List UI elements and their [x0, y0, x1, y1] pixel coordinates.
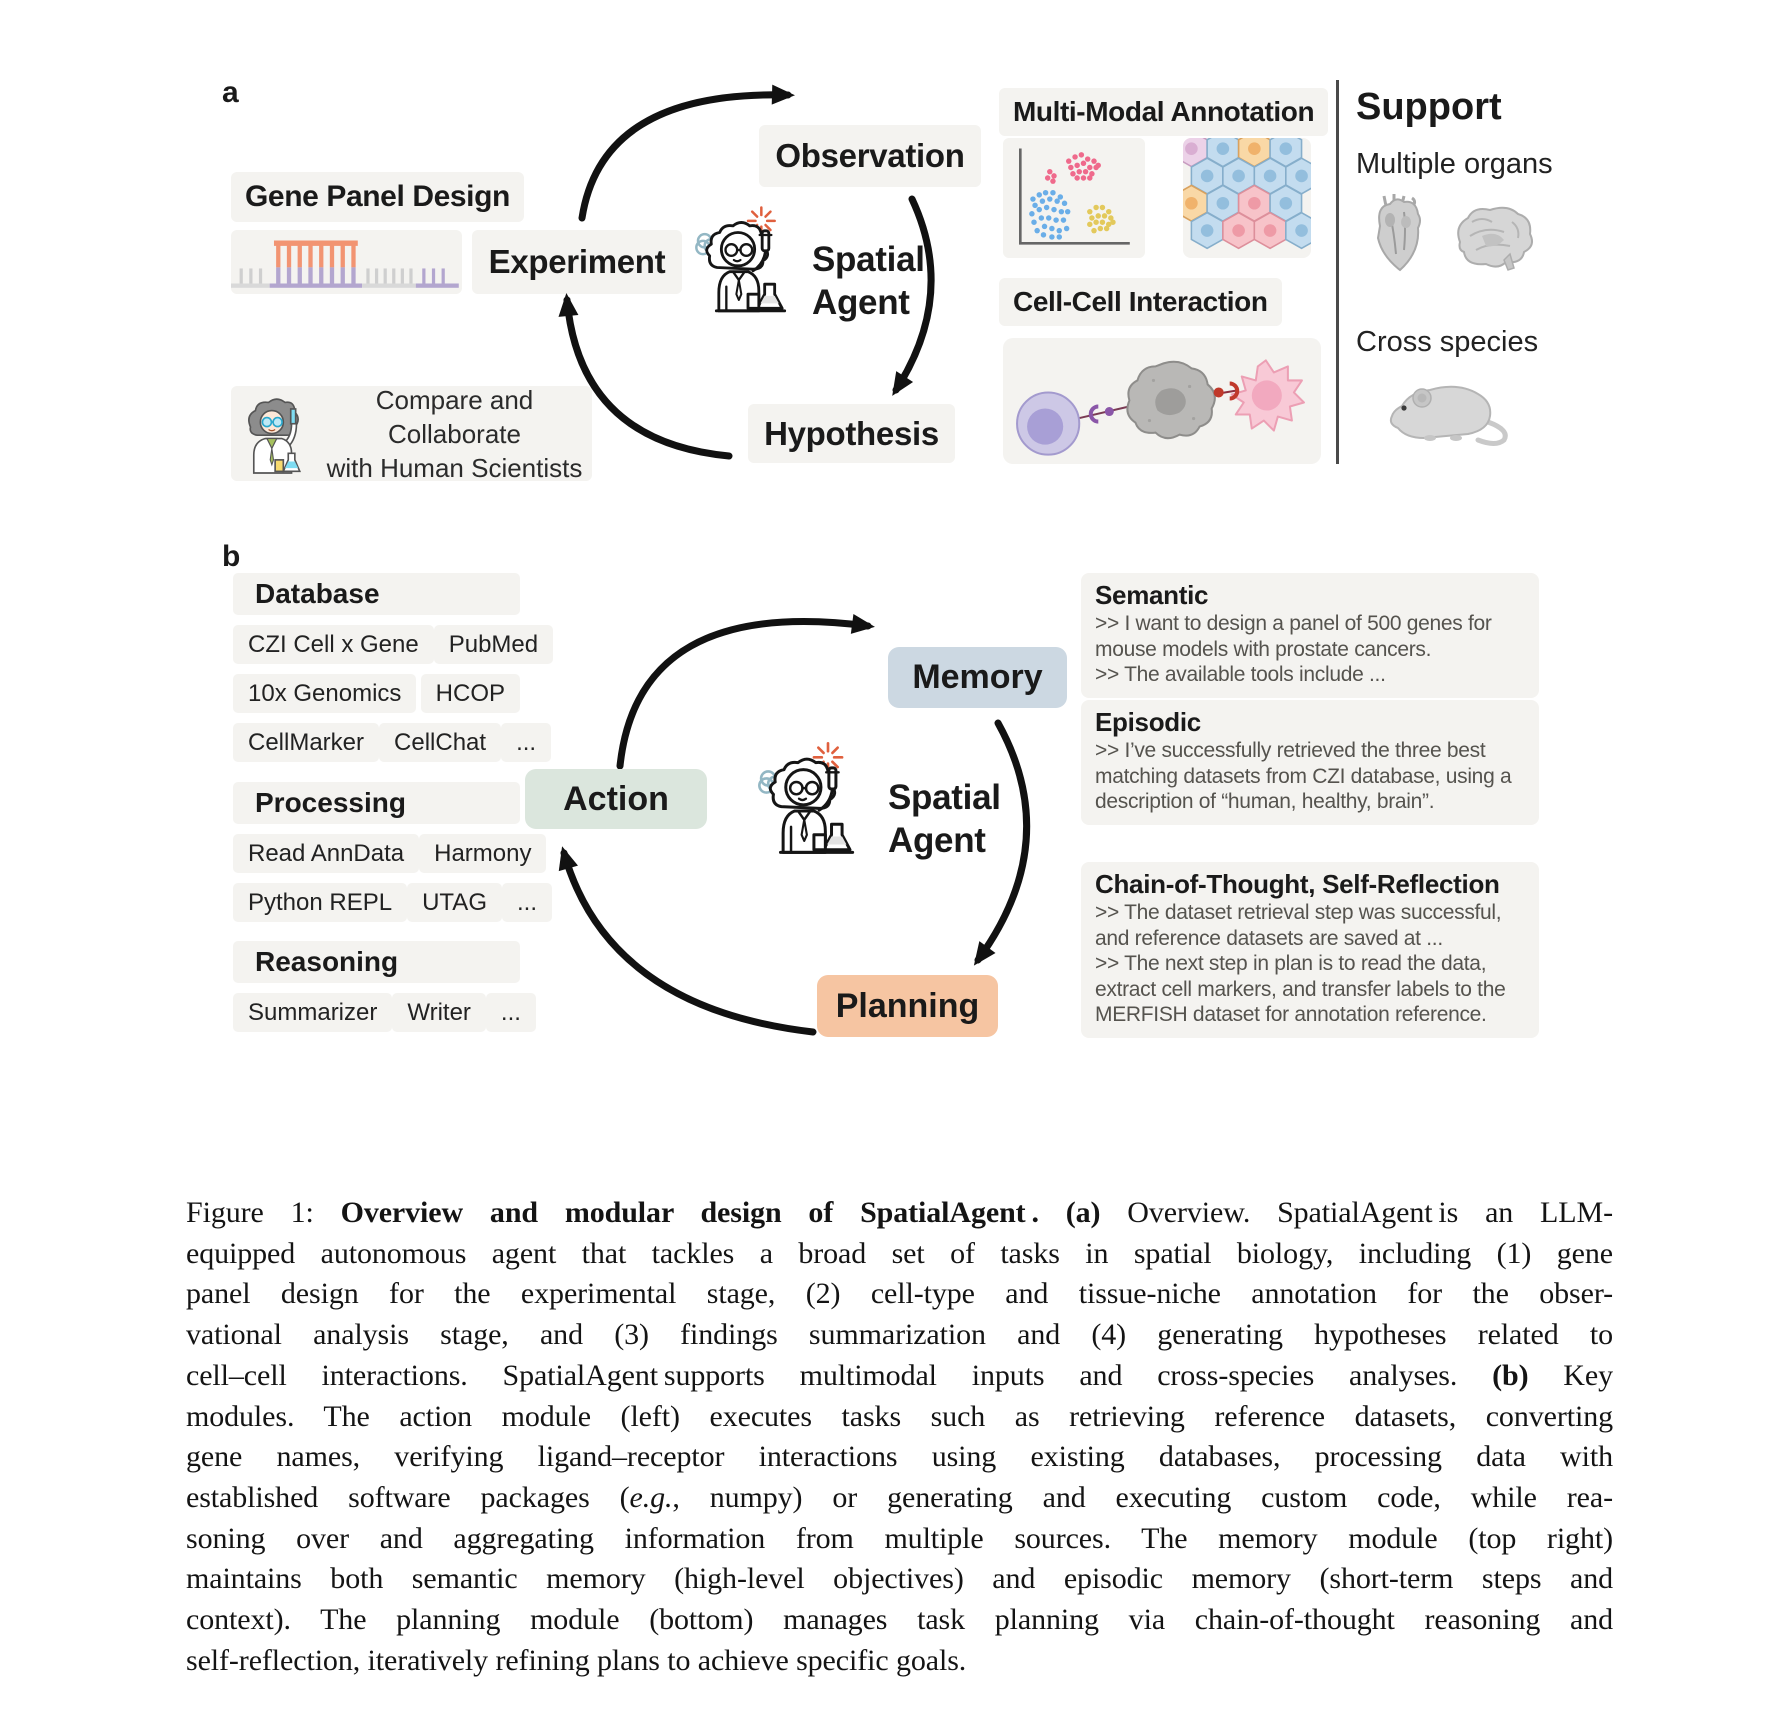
- module-memory: Memory: [888, 647, 1067, 708]
- caption-line: maintains both semantic memory (high-level objectives) and episodic memory (short-term steps and: [186, 1562, 1613, 1596]
- tool-group-title: Reasoning: [233, 941, 520, 983]
- note-card-title: Semantic: [1095, 580, 1209, 610]
- chain-of-thought-card: [1081, 862, 1539, 1038]
- brain-organ-icon: [1452, 202, 1536, 272]
- multiple-organs-label: Multiple organs: [1356, 148, 1553, 180]
- caption-line: equipped autonomous agent that tackles a broad set of tasks in spatial biology, including (1) gene: [186, 1236, 1613, 1270]
- semantic-memory-card: [1081, 573, 1539, 698]
- note-card-line: mouse models with prostate cancers.: [1095, 637, 1432, 661]
- umap-scatter-icon: [1003, 138, 1145, 258]
- caption-line: modules. The action module (left) executes tasks such as retrieving reference datasets, converting: [186, 1399, 1613, 1433]
- tool-chip: CellMarker: [233, 723, 379, 762]
- figure-caption: [186, 1193, 1613, 1681]
- gene-barcode-icon: [231, 230, 462, 294]
- tool-row: [233, 993, 520, 1032]
- tool-chip: ...: [502, 883, 552, 922]
- caption-line: Figure 1: Overview and modular design of SpatialAgent . (a) Overview. SpatialAgent is an LLM-: [186, 1196, 1613, 1229]
- caption-line: soning over and aggregating information from multiple sources. The memory module (top right): [186, 1521, 1613, 1555]
- compare-line2: with Human Scientists: [326, 452, 583, 483]
- tool-group-database: [233, 573, 539, 772]
- tool-chip: Harmony: [419, 834, 546, 873]
- caption-line: gene names, verifying ligand–receptor interactions using existing databases, processing data with: [186, 1440, 1613, 1474]
- multi-modal-annotation-label: Multi-Modal Annotation: [999, 88, 1328, 136]
- tool-chip: Read AnnData: [233, 834, 419, 873]
- note-card-line: matching datasets from CZI database, using a: [1095, 764, 1512, 788]
- spatial-agent-scientist-icon: [678, 200, 803, 330]
- tool-chip: PubMed: [434, 625, 553, 664]
- caption-line: self-reflection, iteratively refining plans to achieve specific goals.: [186, 1643, 967, 1677]
- tool-chip: 10x Genomics: [233, 674, 416, 713]
- note-card-line: >> The dataset retrieval step was successful,: [1095, 901, 1502, 924]
- compare-line1: Compare and Collaborate: [375, 384, 534, 449]
- spatial-agent-scientist-icon-b: [740, 735, 872, 873]
- tool-chip: HCOP: [421, 674, 520, 713]
- stage-experiment: Experiment: [472, 230, 682, 294]
- note-card-title: Episodic: [1095, 707, 1201, 737]
- module-action: Action: [525, 769, 707, 829]
- spatial-agent-line2: Agent: [812, 283, 910, 322]
- tool-row: [233, 723, 537, 762]
- note-card-line: >> I’ve successfully retrieved the three best: [1095, 739, 1486, 762]
- caption-line: established software packages (e.g., numpy) or generating and executing custom code, while rea-: [186, 1480, 1613, 1514]
- spatial-agent-b-line2: Agent: [888, 821, 986, 860]
- mouse-animal-icon: [1384, 376, 1514, 448]
- spatial-agent-b-line1: Spatial: [888, 778, 1001, 817]
- note-card-line: MERFISH dataset for annotation reference.: [1095, 1003, 1487, 1026]
- tool-group-title: Database: [233, 573, 520, 615]
- spatial-agent-line1: Spatial: [812, 240, 925, 279]
- tool-chip: Summarizer: [233, 993, 392, 1032]
- tool-chip: Python REPL: [233, 883, 407, 922]
- cross-species-label: Cross species: [1356, 326, 1539, 358]
- tool-chip: UTAG: [407, 883, 502, 922]
- tool-row: [233, 883, 537, 922]
- tool-row: [233, 674, 520, 713]
- support-title: Support: [1356, 86, 1502, 128]
- spatial-agent-label-a: [812, 238, 925, 324]
- episodic-memory-card: [1081, 700, 1539, 825]
- tool-group-title: Processing: [233, 782, 520, 824]
- tool-chip: ...: [486, 993, 536, 1032]
- note-card-line: >> The next step in plan is to read the data,: [1095, 952, 1487, 975]
- tool-chip: ...: [501, 723, 551, 762]
- tool-chip: Writer: [392, 993, 486, 1032]
- cell-cell-interaction-label: Cell-Cell Interaction: [999, 278, 1282, 326]
- panel-a-label: a: [222, 76, 239, 109]
- tool-group-reasoning: [233, 941, 520, 1042]
- note-card-line: >> I want to design a panel of 500 genes for: [1095, 612, 1492, 635]
- caption-line: cell–cell interactions. SpatialAgent supports multimodal inputs and cross-species analyses. (b) Key: [186, 1358, 1613, 1392]
- compare-collaborate-card: [231, 386, 592, 481]
- note-card-line: >> The available tools include ...: [1095, 663, 1386, 686]
- tool-chip: CZI Cell x Gene: [233, 625, 434, 664]
- stage-observation: Observation: [759, 125, 981, 187]
- stage-hypothesis: Hypothesis: [748, 404, 955, 463]
- panel-b-label: b: [222, 540, 241, 573]
- tissue-hexagon-icon: [1183, 138, 1311, 258]
- note-card-line: extract cell markers, and transfer labels to the: [1095, 977, 1506, 1001]
- module-planning: Planning: [817, 975, 998, 1037]
- tool-row: [233, 625, 539, 664]
- caption-line: panel design for the experimental stage, (2) cell-type and tissue-niche annotation for the obser-: [186, 1277, 1613, 1311]
- human-scientist-icon: [239, 390, 317, 478]
- compare-collaborate-label: [317, 383, 592, 485]
- tool-row: [233, 834, 532, 873]
- tool-chip: CellChat: [379, 723, 501, 762]
- caption-line: vational analysis stage, and (3) findings summarization and (4) generating hypotheses related to: [186, 1318, 1613, 1352]
- cell-interaction-icon: [1003, 338, 1321, 464]
- note-card-line: and reference datasets are saved at ...: [1095, 926, 1443, 950]
- gene-panel-design-label: Gene Panel Design: [231, 172, 524, 222]
- note-card-title: Chain-of-Thought, Self-Reflection: [1095, 869, 1500, 899]
- vertical-divider: [1336, 80, 1339, 464]
- note-card-line: description of “human, healthy, brain”.: [1095, 790, 1435, 813]
- tool-group-processing: [233, 782, 537, 932]
- heart-organ-icon: [1366, 192, 1428, 280]
- caption-line: context). The planning module (bottom) manages task planning via chain-of-thought reasoning and: [186, 1603, 1613, 1637]
- spatial-agent-label-b: [888, 776, 1001, 862]
